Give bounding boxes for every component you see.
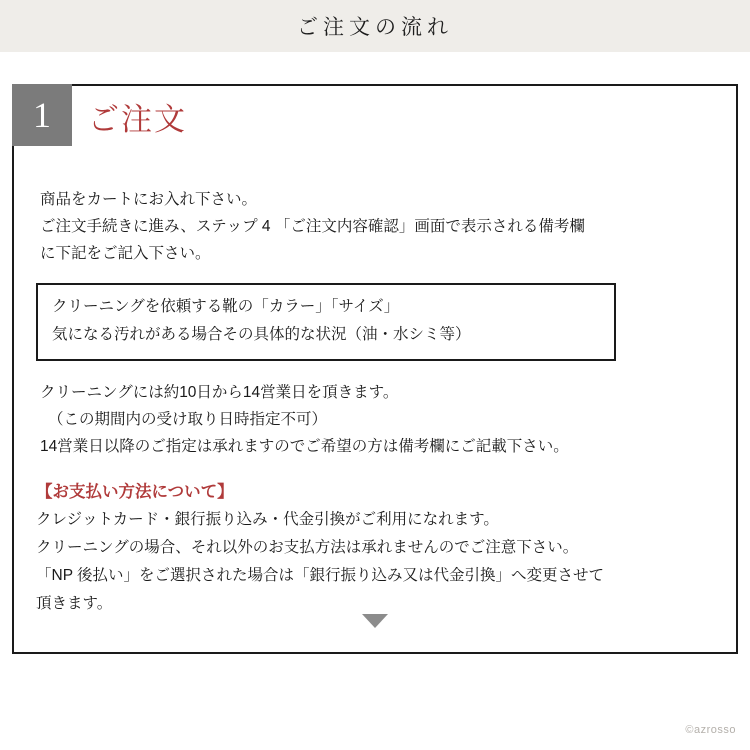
lead-time-paragraph	[36, 379, 720, 460]
down-arrow-icon	[362, 614, 388, 628]
intro-line-2: ご注文手続きに進み、ステップ 4 「ご注文内容確認」画面で表示される備考欄	[40, 218, 585, 235]
payment-line-2: クリーニングの場合、それ以外のお支払方法は承れませんのでご注意下さい。	[36, 539, 579, 556]
payment-section	[36, 478, 720, 618]
intro-paragraph	[36, 186, 720, 267]
lead-time-line-1: クリーニングには約10日から14営業日を頂きます。	[40, 384, 399, 401]
page-header	[0, 0, 750, 52]
payment-line-1: クレジットカード・銀行振り込み・代金引換がご利用になれます。	[36, 511, 499, 528]
step-title: ご注文	[88, 102, 187, 137]
payment-heading: 【お支払い方法について】	[36, 483, 234, 501]
note-line-2: 気になる汚れがある場合その具体的な状況（油・水シミ等）	[52, 326, 471, 343]
intro-line-1: 商品をカートにお入れ下さい。	[40, 191, 258, 208]
step-card	[12, 84, 738, 654]
step-number-badge: 1	[12, 84, 72, 146]
remarks-note-box	[36, 283, 616, 361]
payment-line-3: 「NP 後払い」をご選択された場合は「銀行振り込み又は代金引換」へ変更させて	[36, 567, 605, 584]
step-body	[36, 186, 720, 618]
intro-line-3: に下記をご記入下さい。	[40, 245, 211, 262]
footer-credit: ©azrosso	[685, 724, 736, 736]
page-title: ご注文の流れ	[297, 15, 453, 39]
lead-time-line-3: 14営業日以降のご指定は承れますのでご希望の方は備考欄にご記載下さい。	[40, 438, 569, 455]
note-line-1: クリーニングを依頼する靴の「カラー」「サイズ」	[52, 298, 400, 315]
lead-time-line-2: （この期間内の受け取り日時指定不可）	[48, 411, 328, 428]
payment-line-4: 頂きます。	[36, 595, 113, 612]
